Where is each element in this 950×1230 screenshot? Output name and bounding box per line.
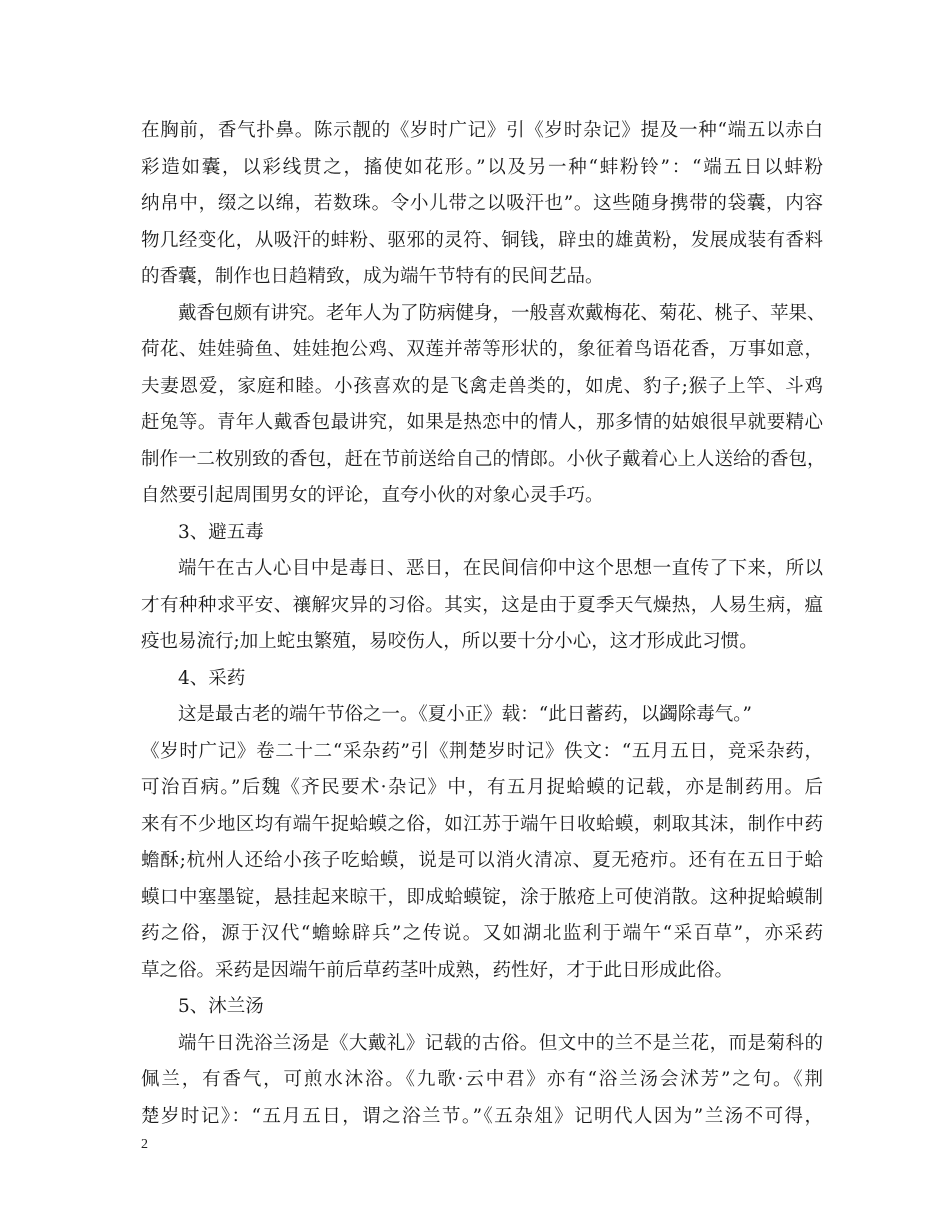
text-line: 来有不少地区均有端午捉蛤蟆之俗，如江苏于端午日收蛤蟆，刺取其沫，制作中药	[141, 813, 823, 835]
text-line: 的香囊，制作也日趋精致，成为端午节特有的民间艺品。	[141, 266, 604, 287]
paragraph-first-line: 端午日洗浴兰汤是《大戴礼》记载的古俗。但文中的兰不是兰花，而是菊科的	[178, 1032, 823, 1054]
text-line: 药之俗，源于汉代“蟾蜍辟兵”之传说。又如湖北监利于端午“采百草”，亦采药	[141, 923, 823, 944]
page-number: 2	[141, 1137, 148, 1152]
section-heading: 5、沐兰汤	[178, 996, 264, 1017]
body-text	[141, 113, 826, 1135]
paragraph-first-line: 戴香包颇有讲究。老年人为了防病健身，一般喜欢戴梅花、菊花、桃子、苹果、	[178, 302, 826, 324]
text-line: 在胸前，香气扑鼻。陈示靓的《岁时广记》引《岁时杂记》提及一种“端五以赤白	[141, 120, 823, 141]
text-line: 蟾酥;杭州人还给小孩子吃蛤蟆，说是可以消火清凉、夏无疮疖。还有在五日于蛤	[141, 850, 823, 871]
text-line: 自然要引起周围男女的评论，直夸小伙的对象心灵手巧。	[141, 485, 604, 506]
text-line: 荷花、娃娃骑鱼、娃娃抱公鸡、双莲并蒂等形状的，象征着鸟语花香，万事如意，	[141, 339, 823, 360]
paragraph-first-line: 这是最古老的端午节俗之一。《夏小正》载：“此日蓄药，以蠲除毒气。”	[178, 704, 752, 725]
text-line: 草之俗。采药是因端午前后草药茎叶成熟，药性好，才于此日形成此俗。	[141, 959, 734, 981]
section-heading: 3、避五毒	[178, 521, 264, 543]
paragraph-first-line: 端午在古人心目中是毒日、恶日，在民间信仰中这个思想一直传了下来，所以	[178, 558, 823, 579]
text-line: 蟆口中塞墨锭，悬挂起来晾干，即成蛤蟆锭，涂于脓疮上可使消散。这种捉蛤蟆制	[141, 886, 823, 908]
text-line: 疫也易流行;加上蛇虫繁殖，易咬伤人，所以要十分小心，这才形成此习惯。	[141, 631, 758, 652]
text-line: 楚岁时记》：“五月五日，谓之浴兰节。”《五杂俎》记明代人因为”兰汤不可得，	[141, 1105, 823, 1127]
text-line: 夫妻恩爱，家庭和睦。小孩喜欢的是飞禽走兽类的，如虎、豹子;猴子上竿、斗鸡	[141, 375, 823, 397]
text-line: 纳帛中，缀之以绵，若数珠。令小儿带之以吸汗也”。这些随身携带的袋囊，内容	[141, 193, 823, 214]
text-line: 赶兔等。青年人戴香包最讲究，如果是热恋中的情人，那多情的姑娘很早就要精心	[141, 412, 823, 433]
section-heading: 4、采药	[178, 667, 246, 689]
text-line: 物几经变化，从吸汗的蚌粉、驱邪的灵符、铜钱，辟虫的雄黄粉，发展成装有香料	[141, 229, 823, 251]
text-line: 制作一二枚别致的香包，赶在节前送给自己的情郎。小伙子戴着心上人送给的香包，	[141, 448, 826, 470]
text-line: 佩兰，有香气，可煎水沐浴。《九歌·云中君》亦有“浴兰汤会沭芳”之句。《荆	[141, 1069, 823, 1090]
text-line: 《岁时广记》卷二十二“采杂药”引《荆楚岁时记》佚文：“五月五日，竞采杂药，	[141, 740, 823, 762]
text-line: 才有种种求平安、禳解灾异的习俗。其实，这是由于夏季天气燥热，人易生病，瘟	[141, 594, 823, 616]
text-line: 彩造如囊，以彩线贯之，搐使如花形。”以及另一种“蚌粉铃”：“端五日以蚌粉	[141, 156, 823, 178]
text-line: 可治百病。”后魏《齐民要术·杂记》中，有五月捉蛤蟆的记载，亦是制药用。后	[141, 777, 823, 798]
